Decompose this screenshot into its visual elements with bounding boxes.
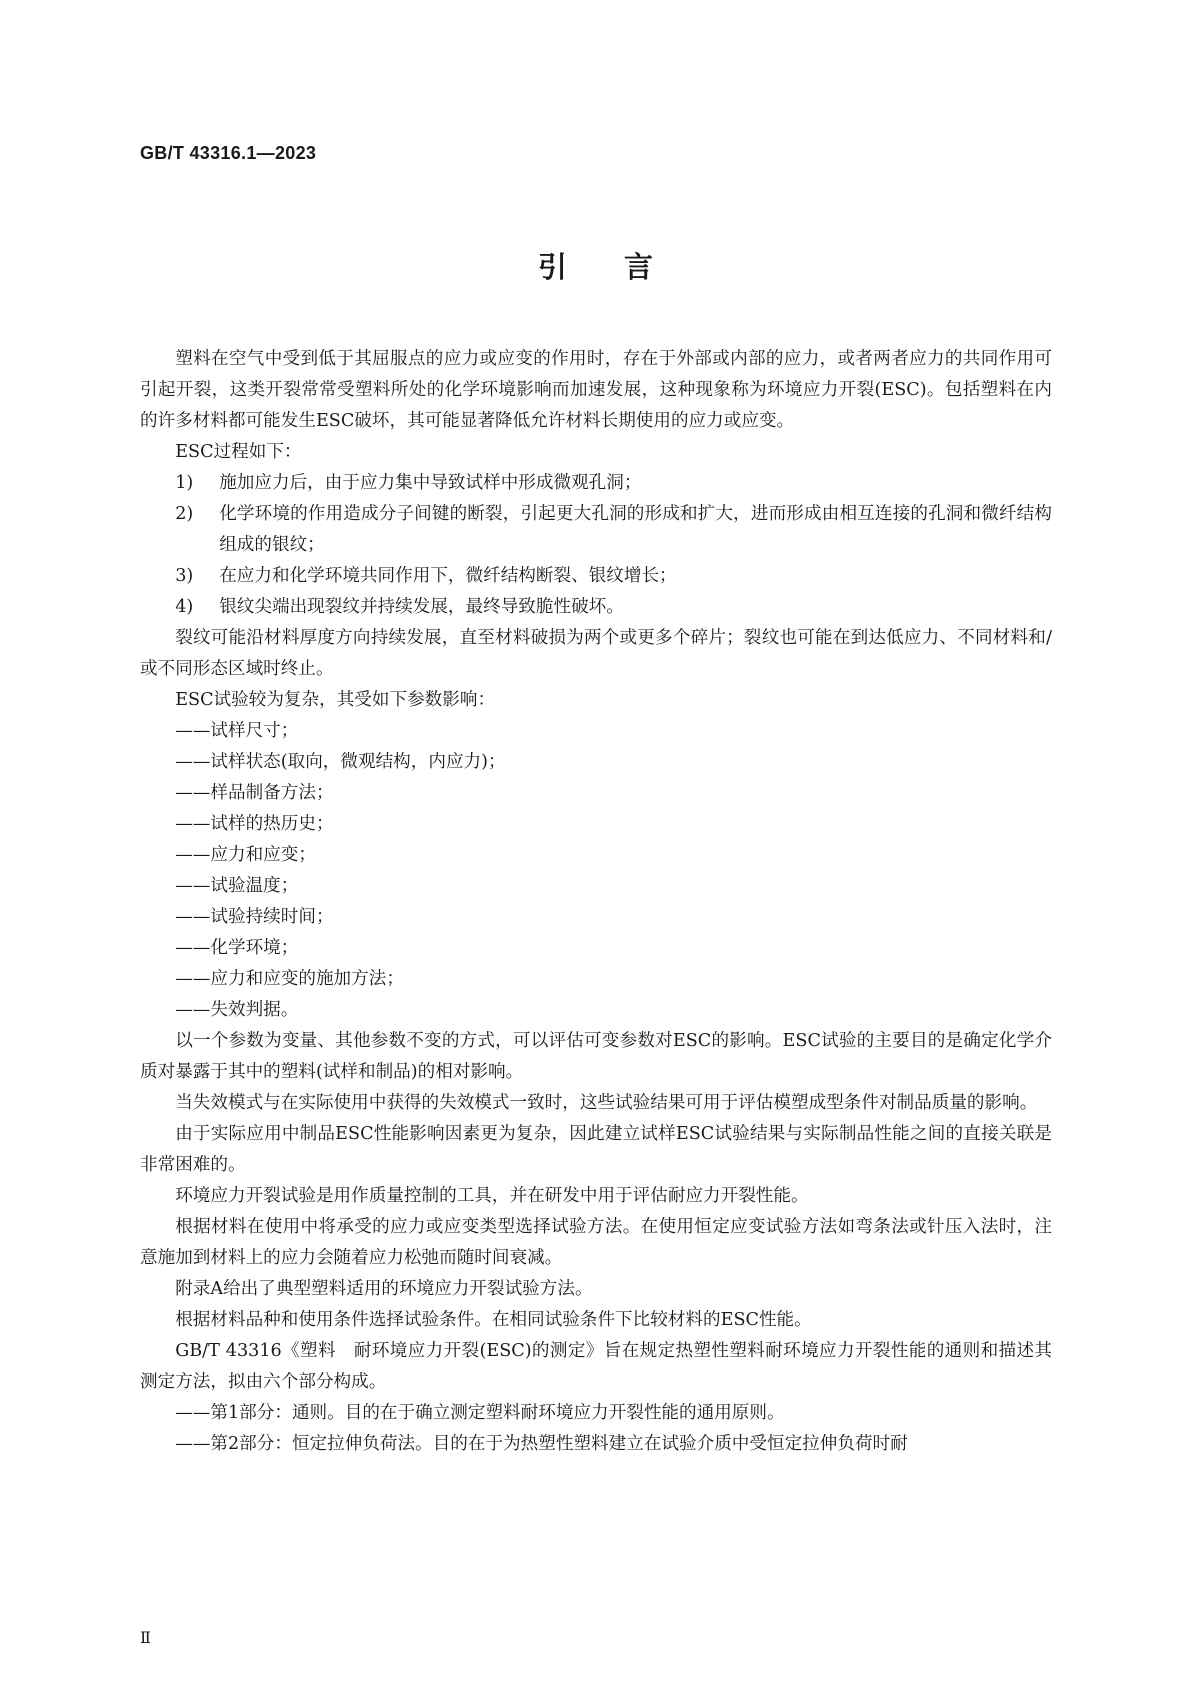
- paragraph-annex-reference: 附录A给出了典型塑料适用的环境应力开裂试验方法。: [175, 1279, 593, 1299]
- factor-item: ——应力和应变；: [175, 845, 316, 865]
- process-step-number: 2): [175, 504, 194, 524]
- process-step-text: 化学环境的作用造成分子间键的断裂，引起更大孔洞的形成和扩大，进而形成由相互连接的孔洞和微纤结构组成的银纹；: [219, 504, 1052, 555]
- factor-item: ——失效判据。: [175, 1000, 299, 1020]
- paragraph-condition-selection: 根据材料品种和使用条件选择试验条件。在相同试验条件下比较材料的ESC性能。: [175, 1310, 812, 1330]
- process-step: [140, 499, 1052, 561]
- process-step: [140, 561, 1052, 592]
- factor-item: ——试样状态(取向，微观结构，内应力)；: [175, 752, 506, 772]
- paragraph-factors-intro: ESC试验较为复杂，其受如下参数影响：: [175, 690, 496, 710]
- factor-item: ——应力和应变的施加方法；: [175, 969, 404, 989]
- factor-item: ——试样尺寸；: [175, 721, 299, 741]
- paragraph-quality-control: 环境应力开裂试验是用作质量控制的工具，并在研发中用于评估耐应力开裂性能。: [175, 1186, 809, 1206]
- process-step-number: 4): [175, 597, 194, 617]
- process-step-text: 在应力和化学环境共同作用下，微纤结构断裂、银纹增长；: [219, 566, 677, 586]
- page-number: Ⅱ: [140, 1628, 150, 1647]
- section-title: 引言: [537, 250, 710, 284]
- paragraph-esc-definition: 塑料在空气中受到低于其屈服点的应力或应变的作用时，存在于外部或内部的应力，或者两者应力的共同作用可引起开裂，这类开裂常常受塑料所处的化学环境影响而加速发展，这种现象称为环境应力开裂(ESC)。包括塑料在内的许多材料都可能发生ESC破坏，其可能显著降低允许材料长期使用的应力或应变。: [140, 349, 1052, 431]
- factor-item: ——试验温度；: [175, 876, 299, 896]
- process-step-text: 施加应力后，由于应力集中导致试样中形成微观孔洞；: [219, 473, 642, 493]
- factor-item: ——试样的热历史；: [175, 814, 334, 834]
- standard-code: GB/T 43316.1—2023: [140, 143, 317, 163]
- part-item: ——第1部分：通则。目的在于确立测定塑料耐环境应力开裂性能的通用原则。: [175, 1403, 785, 1423]
- factor-item: ——样品制备方法；: [175, 783, 334, 803]
- process-step-text: 银纹尖端出现裂纹并持续发展，最终导致脆性破坏。: [219, 597, 624, 617]
- process-step: [140, 468, 1052, 499]
- paragraph-correlation: 由于实际应用中制品ESC性能影响因素更为复杂，因此建立试样ESC试验结果与实际制品性能之间的直接关联是非常困难的。: [140, 1124, 1052, 1175]
- process-step-number: 3): [175, 566, 194, 586]
- paragraph-failure-mode: 当失效模式与在实际使用中获得的失效模式一致时，这些试验结果可用于评估模塑成型条件对制品质量的影响。: [175, 1093, 1038, 1113]
- factor-item: ——化学环境；: [175, 938, 299, 958]
- paragraph-standard-structure: GB/T 43316《塑料 耐环境应力开裂(ESC)的测定》旨在规定热塑性塑料耐环境应力开裂性能的通则和描述其测定方法，拟由六个部分构成。: [140, 1341, 1052, 1392]
- factor-item: ——试验持续时间；: [175, 907, 334, 927]
- document-body: [140, 344, 1052, 1460]
- paragraph-crack-propagation: 裂纹可能沿材料厚度方向持续发展，直至材料破损为两个或更多个碎片；裂纹也可能在到达低应力、不同材料和/或不同形态区域时终止。: [140, 628, 1052, 679]
- paragraph-parameter-evaluation: 以一个参数为变量、其他参数不变的方式，可以评估可变参数对ESC的影响。ESC试验的主要目的是确定化学介质对暴露于其中的塑料(试样和制品)的相对影响。: [140, 1031, 1052, 1082]
- process-step-number: 1): [175, 473, 194, 493]
- paragraph-method-selection: 根据材料在使用中将承受的应力或应变类型选择试验方法。在使用恒定应变试验方法如弯条法或针压入法时，注意施加到材料上的应力会随着应力松弛而随时间衰减。: [140, 1217, 1052, 1268]
- part-item: ——第2部分：恒定拉伸负荷法。目的在于为热塑性塑料建立在试验介质中受恒定拉伸负荷时耐: [175, 1434, 908, 1454]
- process-step: [140, 592, 1052, 623]
- paragraph-esc-process-intro: ESC过程如下：: [175, 442, 302, 462]
